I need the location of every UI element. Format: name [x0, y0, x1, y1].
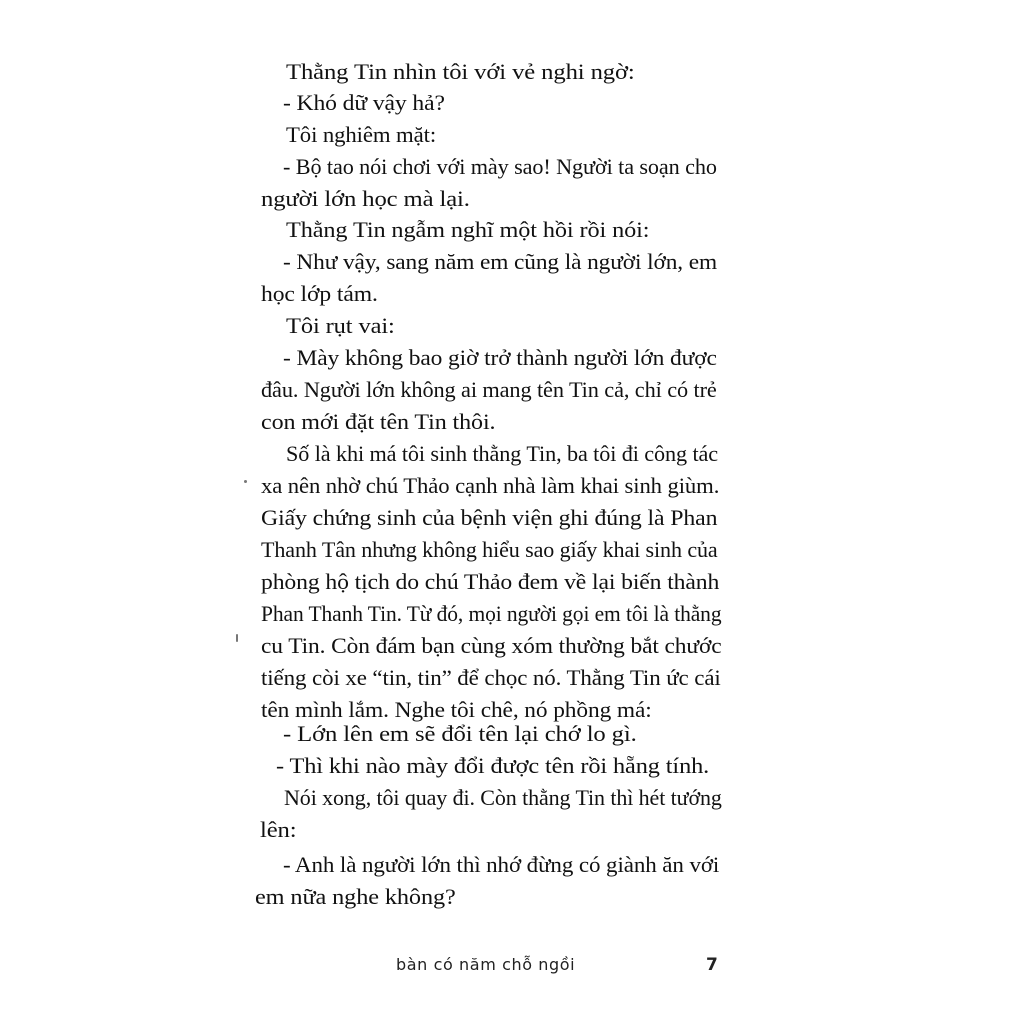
text-line: Giấy chứng sinh của bệnh viện ghi đúng là Phan	[261, 505, 718, 530]
text-line: Phan Thanh Tin. Từ đó, mọi người gọi em tôi là thằng	[261, 601, 722, 626]
scan-speck	[244, 480, 247, 483]
scan-speck	[236, 634, 238, 642]
text-line: tiếng còi xe “tin, tin” để chọc nó. Thằng Tin ức cái	[261, 665, 721, 690]
text-line: con mới đặt tên Tin thôi.	[261, 409, 496, 434]
text-line: - Bộ tao nói chơi với mày sao! Người ta soạn cho	[283, 154, 717, 179]
text-line: Tôi rụt vai:	[286, 313, 395, 338]
page-number: 7	[706, 955, 718, 975]
text-line: xa nên nhờ chú Thảo cạnh nhà làm khai sinh giùm.	[261, 473, 720, 498]
text-line: tên mình lắm. Nghe tôi chê, nó phồng má:	[261, 697, 652, 722]
text-line: đâu. Người lớn không ai mang tên Tin cả, chỉ có trẻ	[261, 377, 717, 402]
text-line: người lớn học mà lại.	[261, 186, 470, 211]
text-line: - Thì khi nào mày đổi được tên rồi hẵng tính.	[276, 753, 710, 778]
text-line: cu Tin. Còn đám bạn cùng xóm thường bắt chước	[261, 633, 722, 658]
text-line: - Như vậy, sang năm em cũng là người lớn, em	[283, 249, 718, 274]
text-line: Nói xong, tôi quay đi. Còn thằng Tin thì hét tướng	[284, 785, 722, 810]
text-line: phòng hộ tịch do chú Thảo đem về lại biến thành	[261, 569, 720, 594]
text-line: em nữa nghe không?	[255, 884, 456, 909]
text-line: Tôi nghiêm mặt:	[286, 122, 437, 147]
text-line: - Lớn lên em sẽ đổi tên lại chớ lo gì.	[283, 721, 637, 746]
text-line: Thằng Tin ngẫm nghĩ một hồi rồi nói:	[286, 217, 650, 242]
text-line: Thằng Tin nhìn tôi với vẻ nghi ngờ:	[286, 59, 635, 84]
text-line: - Khó dữ vậy hả?	[283, 90, 445, 115]
text-line: Số là khi má tôi sinh thằng Tin, ba tôi đi công tác	[286, 441, 719, 466]
text-line: học lớp tám.	[261, 281, 378, 306]
text-line: Thanh Tân nhưng không hiểu sao giấy khai sinh của	[261, 537, 718, 562]
text-line: lên:	[260, 817, 297, 842]
text-line: - Anh là người lớn thì nhớ đừng có giành ăn với	[283, 852, 720, 877]
running-footer-title: bàn có năm chỗ ngồi	[396, 955, 576, 974]
text-line: - Mày không bao giờ trở thành người lớn được	[283, 345, 717, 370]
